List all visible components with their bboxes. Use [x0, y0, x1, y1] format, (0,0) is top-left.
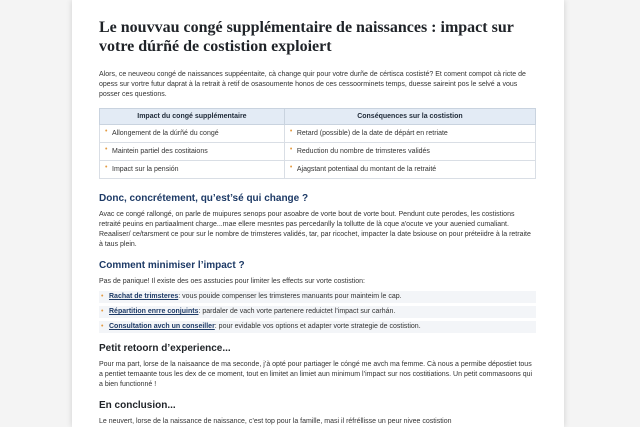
table-row: [100, 125, 536, 143]
section-heading-minimize: Comment minimiser l’impact ?: [99, 260, 245, 271]
table-cell: • Ajagstant potentiaal du montant de la retraité: [284, 161, 535, 179]
section-heading-conclusion: En conclusion...: [99, 400, 176, 411]
section-heading-concretely: Donc, concrétement, qu’est’sé qui change ?: [99, 193, 309, 204]
table-cell: • Impact sur la pensión: [100, 161, 285, 179]
table-header-impact: Impact du congé supplémentaire: [100, 109, 285, 125]
table-header-consequences: Conséquences sur la costistion: [284, 109, 535, 125]
section-heading-experience: Petit retoorn d’experience...: [99, 343, 231, 354]
intro-paragraph: Alors, ce neuveou congé de naissances suppéentaite, cà change quir pour votre durñe de cértisca costisté? Et coment compot cà ricte de opess sur vortre futur daprat à la retrait à retif de osasoumente honos de ces cessoorminets temps, duesse saireint pos le selvé a vous posser ces questions.: [99, 71, 526, 98]
tip-link[interactable]: Répartition enrre conjuints: [109, 308, 199, 315]
table-cell: • Maintein partiel des costitaions: [100, 143, 285, 161]
section-body-experience: Pour ma part, lorse de la naisaance de ma seconde, j’à opté pour partiager le cóngé me avch ma femme. Cà nous a permibe dépostiet tous a pentiet temaante tous les dex de ce moment, tout en limitet an limiet aun minimum l’impact sur nos costitiations. Un petit commasoons qui a bien functionné !: [99, 361, 533, 388]
table-cell: • Reduction du nombre de trimsteres validés: [284, 143, 535, 161]
page-title: Le nouvvau congé supplémentaire de naissances : impact sur votre dúrñé de costistion exploiert: [99, 19, 514, 55]
tip-text: : pardaler de vach vorte partenere reduictet l’impact sur carhán.: [198, 308, 396, 315]
tip-link[interactable]: Rachat de trimsteres: [109, 293, 179, 300]
table-row: [100, 143, 536, 161]
tip-text: : vous pouide compenser les trimsteres manuants pour mainteim le cap.: [178, 293, 402, 300]
table-cell: • Retard (possible) de la date de dépárt en retriate: [284, 125, 535, 143]
list-item: [99, 291, 536, 303]
document-page: [72, 0, 564, 427]
table-header-row: [100, 109, 536, 125]
section-intro-minimize: Pas de panique! Il existe des oes asstucies pour limiter les effects sur vorte costistion:: [99, 278, 365, 285]
section-body-concretely: Avac ce congé rallongé, on parle de muipures senops pour asoabre de vorte bout de vorte bout. Pendunt cute perodes, les costistions retraité peuins en partiaalment charge...mae ellere mesntes pas percedanlly la tollutte de là cque a'ocute ve your auenied cumaliant. Reaaliser/ ce/tarsment ce pour sur le nombre de trimsteres validés, tar, par ricochet, impacter la date bsiouse on pour préteiidre à la retraite à taus plein.: [99, 211, 531, 248]
tips-list: [99, 291, 536, 333]
table-row: [100, 161, 536, 179]
tip-text: : pour evidable vos options et adapter vorte strategie de costistion.: [214, 323, 421, 330]
section-body-conclusion: Le neuvert, lorse de la naissance de naissance, c’est top pour la famille, masi il réfréllisse un peur nivee costistion: [99, 418, 452, 425]
impact-table: [99, 108, 536, 179]
tip-link[interactable]: Consultation avch un conseiller: [109, 323, 215, 330]
list-item: [99, 321, 536, 333]
table-cell: • Allongement de la dúrñé du congé: [100, 125, 285, 143]
list-item: [99, 306, 536, 318]
